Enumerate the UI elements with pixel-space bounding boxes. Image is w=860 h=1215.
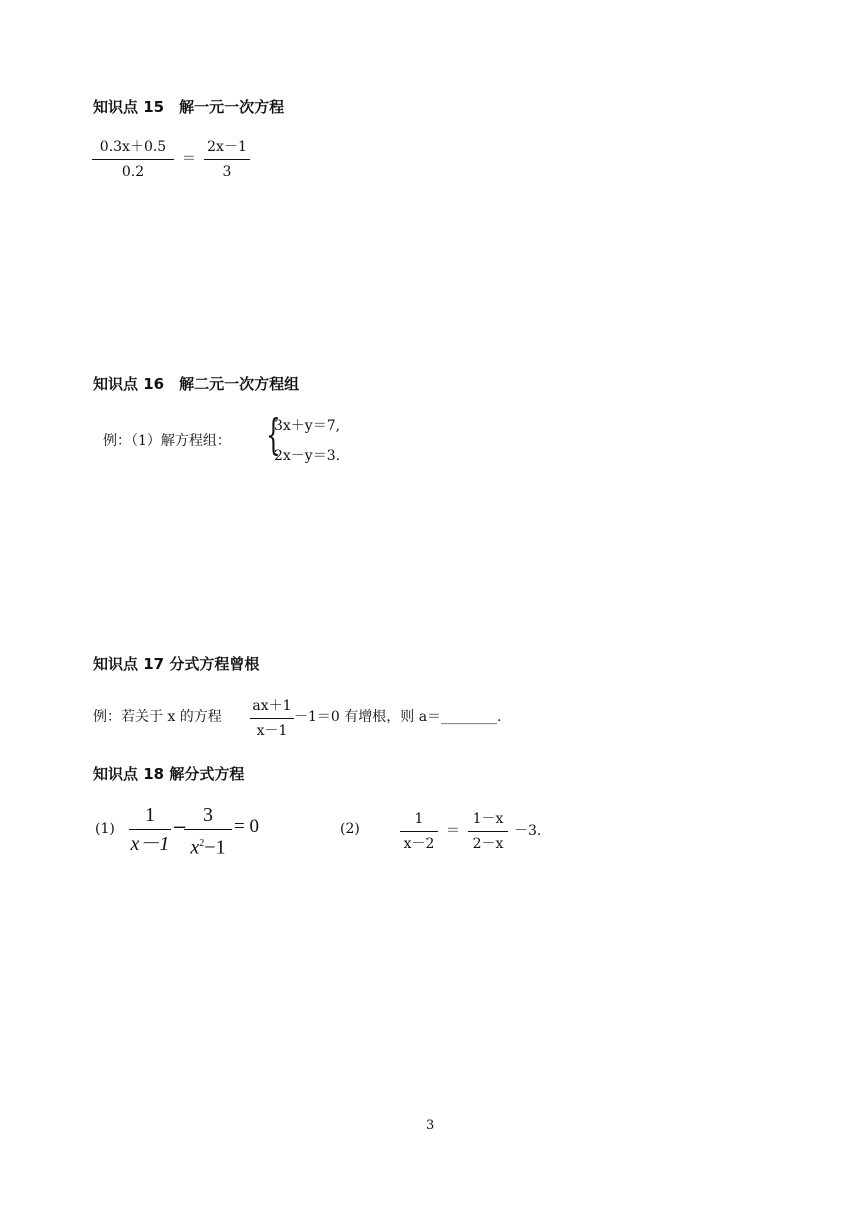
equals-zero: = 0 <box>234 816 259 837</box>
system-equation-1: 3x＋y＝7, <box>274 418 341 434</box>
fraction-bar <box>250 718 294 719</box>
problem-1-label: (1) <box>95 821 115 837</box>
fraction-bar <box>468 831 508 832</box>
fraction-1-over-x-minus-1 <box>129 804 171 855</box>
fraction-denominator: x－1 <box>130 833 170 855</box>
equals-sign: ＝ <box>182 151 196 167</box>
fraction-denominator: 0.2 <box>121 164 145 180</box>
heading-16: 知识点 16 解二元一次方程组 <box>93 375 300 393</box>
fraction-bar <box>184 829 232 830</box>
fraction-numerator: 1－x <box>472 811 504 827</box>
heading-17: 知识点 17 分式方程曾根 <box>93 655 260 673</box>
fraction-bar <box>400 831 438 832</box>
fraction-denominator <box>184 833 232 859</box>
fraction-lhs <box>92 138 174 181</box>
heading-18: 知识点 18 解分式方程 <box>93 765 245 783</box>
fraction-denominator: 3 <box>222 164 232 180</box>
equals-sign: ＝ <box>446 823 460 839</box>
fraction-root <box>250 697 294 740</box>
system-equation-2: 2x－y＝3. <box>274 448 341 464</box>
fraction-denominator: 2－x <box>472 836 504 852</box>
fraction-3-over-x2-minus-1 <box>184 804 232 859</box>
fraction-numerator: ax＋1 <box>252 698 292 714</box>
fraction-denominator: x－1 <box>256 723 288 739</box>
brace-icon: { <box>266 410 281 459</box>
fraction-numerator: 1 <box>145 804 155 826</box>
problem-2-label: (2) <box>340 821 360 837</box>
fraction-bar <box>129 829 171 830</box>
example-text-after: －1＝0 有增根，则 a＝________. <box>294 709 502 725</box>
fraction-rhs <box>204 138 250 181</box>
example-text-before: 例：若关于 x 的方程 <box>93 709 222 725</box>
page-number: 3 <box>426 1118 435 1133</box>
fraction-denominator: x－2 <box>403 836 435 852</box>
fraction-numerator: 2x－1 <box>207 139 247 155</box>
fraction-numerator: 1 <box>414 811 424 827</box>
variable-x: x <box>190 836 200 859</box>
fraction-numerator: 0.3x＋0.5 <box>99 139 167 155</box>
fraction-bar <box>204 159 250 160</box>
minus-sign: − <box>172 817 188 838</box>
minus-three: －3. <box>514 823 542 839</box>
constant: −1 <box>204 836 226 859</box>
fraction-1-minus-x-over-2-minus-x <box>468 810 508 853</box>
exponent: 2 <box>199 838 205 849</box>
fraction-1-over-x-minus-2 <box>400 810 438 853</box>
fraction-bar <box>92 159 174 160</box>
heading-15: 知识点 15 解一元一次方程 <box>93 98 285 116</box>
fraction-numerator: 3 <box>203 804 213 826</box>
example-prompt: 例：（1）解方程组： <box>103 433 231 449</box>
